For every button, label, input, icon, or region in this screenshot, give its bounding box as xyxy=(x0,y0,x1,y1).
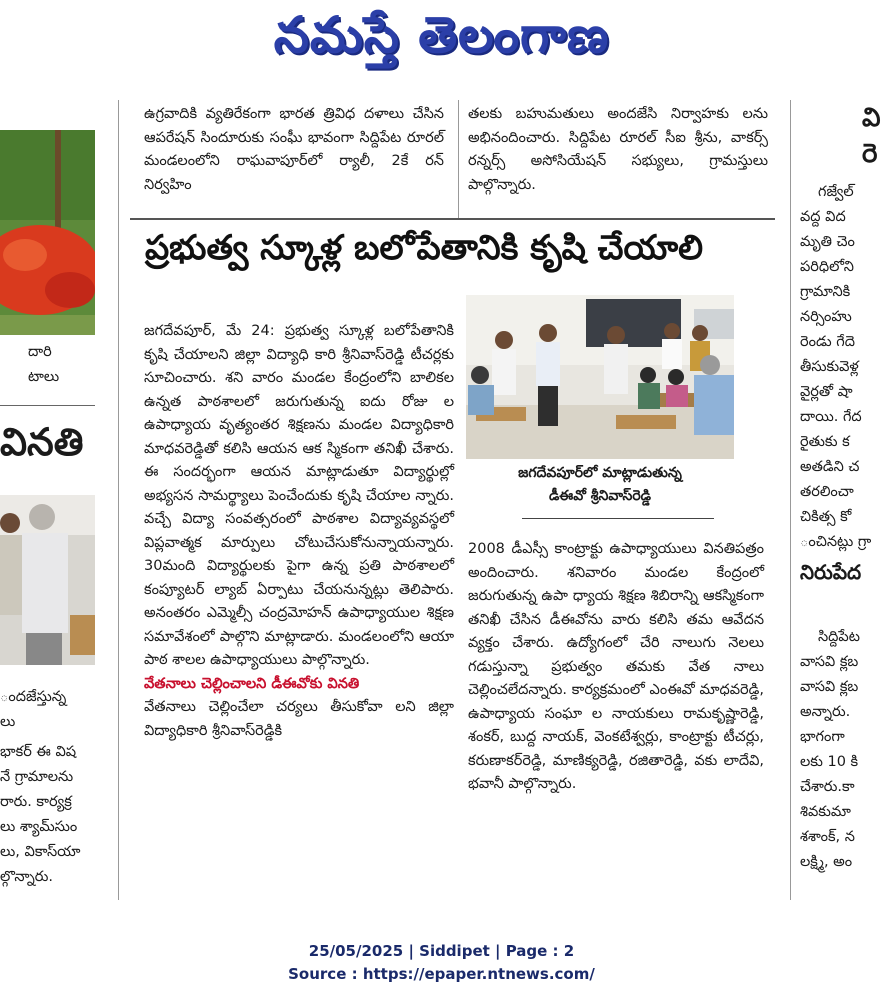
main-story-column-1 xyxy=(144,320,454,743)
classroom-photo xyxy=(466,295,734,459)
top-story-text-2: తలకు బహుమతులు అందజేసి నిర్వాహకు లను అభినందించారు. సిద్దిపేట రూరల్ సీఐ శ్రీను, వాకర్స్ రన్నర్స్ అసోసియేషన్ సభ్యులు, గ్రామస్తులు పాల్గొన్నారు. xyxy=(468,106,768,193)
top-story-column-1 xyxy=(144,103,444,197)
right-text-line: దాయి. గేద xyxy=(800,409,862,425)
classroom-photo-image xyxy=(466,295,734,459)
left-text-line: భాకర్ ఈ విష xyxy=(0,744,77,760)
right-text-column-b xyxy=(800,625,883,875)
sub-headline: వేతనాలు చెల్లించాలని డీఈవోకు వినతి xyxy=(144,675,360,692)
right-text-line: శశాంక్, న xyxy=(800,829,855,845)
right-text-column-a xyxy=(800,180,883,555)
right-text-line: తరలించా xyxy=(800,484,854,500)
right-text-line: చేశారు.కా xyxy=(800,779,855,795)
caption-underline xyxy=(522,518,714,519)
photo-caption xyxy=(470,462,730,508)
footer-date-line: 25/05/2025 | Siddipet | Page : 2 xyxy=(308,942,575,960)
left-text-line: లు శ్యామ్‌సుం xyxy=(0,819,78,835)
right-text-line: రెండు గేదె xyxy=(800,334,855,350)
right-text-line: ంచినట్లు గ్రా xyxy=(800,534,872,550)
photo-caption-line-1: జగదేవపూర్‌లో మాట్లాడుతున్న xyxy=(518,465,682,481)
left-divider xyxy=(0,405,95,406)
photo-caption-line-2: డీఈవో శ్రీనివాస్‌రెడ్డి xyxy=(548,488,652,504)
left-text-column xyxy=(0,740,96,890)
right-headline-line-1: వి xyxy=(862,103,881,133)
right-text-line: రైతుకు క xyxy=(800,434,850,450)
left-caption-top xyxy=(0,340,95,390)
right-text-line: లకు 10 కి xyxy=(800,754,859,770)
right-text-line: మృతి చెం xyxy=(800,234,855,250)
right-subhead: నిరుపేద xyxy=(800,560,862,584)
left-text-line: లు, వికాస్‌యా xyxy=(0,844,81,860)
right-text-line: అతడిని చ xyxy=(800,459,860,475)
left-headline-fragment: వినతి xyxy=(0,420,84,464)
right-text-line: వాసవి క్లబ xyxy=(800,654,859,670)
masthead xyxy=(0,0,883,92)
right-text-line: అన్నారు. xyxy=(800,704,851,720)
main-story-text-1: జగదేవపూర్, మే 24: ప్రభుత్వ స్కూళ్ల బలోపేతానికి కృషి చేయాలని జిల్లా విద్యాధి కారి శ్రీనివాస్‌రెడ్డి టీచర్లకు సూచించారు. శని వారం మండల కేంద్రంలోని బాలికల ఉన్నత పాఠశాలలో జరుగుతున్న ఐదు రోజు ల ఉపాధ్యాయ వృత్యంతర శిక్షణను మండల విద్యాధికారి మాధవరెడ్డితో కలిసి ఆయన ఆక స్మికంగా తనిఖీ చేశారు. ఈ సందర్భంగా ఆయన మాట్లాడుతూ విద్యార్థుల్లో అభ్యసన సామర్థ్యాలు పెంచేందుకు కృషి చేయాల న్నారు. వచ్చే విద్యా సంవత్సరంలో పాఠశాల విద్యావ్యవస్థలో విప్లవాత్మక మార్పులు చోటుచేసుకోనున్నాయన్నారు. 30మంది విద్యార్థులకు పైగా ఉన్న ప్రతి పాఠశాలలో కంప్యూటర్ ల్యాబ్ ఏర్పాటు చేయనున్నట్లు తెలిపారు. అనంతరం ఎమ్మెల్సీ చంద్రమోహన్ ఉపాధ్యాయుల శిక్షణ సమావేశంలో పాల్గొని మాట్లాడారు. మండలంలోని ఆయా పాఠ శాలల ఉపాధ్యాయులు పాల్గొన్నారు. xyxy=(144,323,454,668)
top-story-text-1: ఉగ్రవాదికి వ్యతిరేకంగా భారత త్రివిధ దళాలు చేసిన ఆపరేషన్ సిందూరుకు సంఘీ భావంగా సిద్దిపేట రూరల్ మండలంలోని రాఘవాపూర్‌లో ర్యాలీ, 2కే రన్ నిర్వహిం xyxy=(144,106,444,193)
left-text-line: నే గ్రామాలను xyxy=(0,769,74,785)
right-text-line: వైర్లతో షా xyxy=(800,384,853,400)
story-divider xyxy=(130,218,775,220)
right-headline-line-2: రె xyxy=(862,139,878,169)
left-people-photo xyxy=(0,495,95,665)
left-caption-line-c: ందజేస్తున్న xyxy=(0,689,67,705)
right-headline-fragment xyxy=(862,100,881,172)
right-text-line: సిద్దిపేట xyxy=(818,629,860,645)
right-text-line: వాసవి క్లబ xyxy=(800,679,859,695)
right-text-line: చికిత్స కో xyxy=(800,509,852,525)
right-text-line: శివకుమా xyxy=(800,804,851,820)
right-text-line: తీసుకువెళ్ల xyxy=(800,359,859,375)
left-people-photo-image xyxy=(0,495,95,665)
right-text-line: గజ్వేల్ xyxy=(818,184,854,200)
column-rule-top-middle xyxy=(458,100,459,220)
left-flower-photo xyxy=(0,130,95,335)
top-story-column-2 xyxy=(468,103,768,197)
main-story-text-2: 2008 డీఎస్సీ కాంట్రాక్టు ఉపాధ్యాయులు వినతిపత్రం అందించారు. శనివారం మండల కేంద్రంలో జరుగుతున్న ఉపా ధ్యాయ శిక్షణ శిబిరాన్ని ఆకస్మికంగా తనిఖీ చేసిన డీఈవోను వారు కలిసి తమ ఆవేదన వ్యక్తం చేశారు. ఉద్యోగంలో చేరి నాలుగు నెలలు గడుస్తున్నా ప్రభుత్వం తమకు వేత నాలు చెల్లించలేదన్నారు. కార్యక్రమంలో ఎంఈవో మాధవరెడ్డి, ఉపాధ్యాయ సంఘా ల నాయకులు రామకృష్ణారెడ్డి, శంకర్, బుద్ద నాయక్, వెంకటేశ్వర్లు, కాంట్రాక్టు టీచర్లు, కరుణాకర్‌రెడ్డి, మాణిక్యరెడ్డి, రజితారెడ్డి, వకు లాదేవి, భవానీ పాల్గొన్నారు. xyxy=(468,541,764,792)
right-text-line: భాగంగా xyxy=(800,729,845,745)
footer-source-line: Source : https://epaper.ntnews.com/ xyxy=(288,965,595,983)
right-text-line: గ్రామానికి xyxy=(800,284,851,300)
left-text-line: ల్గొన్నారు. xyxy=(0,869,53,885)
main-story-column-2 xyxy=(468,538,764,797)
left-caption-line-b: టాలు xyxy=(28,369,60,385)
main-story-text-1-tail: వేతనాలు చెల్లించేలా చర్యలు తీసుకోవా లని జిల్లా విద్యాధికారి శ్రీనివాస్‌రెడ్డికి xyxy=(144,699,454,739)
right-text-line: నర్సింహు xyxy=(800,309,852,325)
left-flower-photo-image xyxy=(0,130,95,335)
column-rule-right xyxy=(790,100,791,900)
left-caption-line-d: లు xyxy=(0,714,16,730)
right-text-line: వద్ద విద xyxy=(800,209,846,225)
masthead-title: నమస్తే తెలంగాణ xyxy=(273,6,610,64)
main-headline: ప్రభుత్వ స్కూళ్ల బలోపేతానికి కృషి చేయాలి xyxy=(145,228,704,268)
left-caption-line-a: దారి xyxy=(28,344,52,360)
right-text-line: లక్ష్మి, అం xyxy=(800,854,853,870)
column-rule-left xyxy=(118,100,119,900)
right-text-line: పరిధిలోని xyxy=(800,259,854,275)
left-caption-bottom xyxy=(0,685,95,735)
left-text-line: రారు. కార్యక్ర xyxy=(0,794,72,810)
